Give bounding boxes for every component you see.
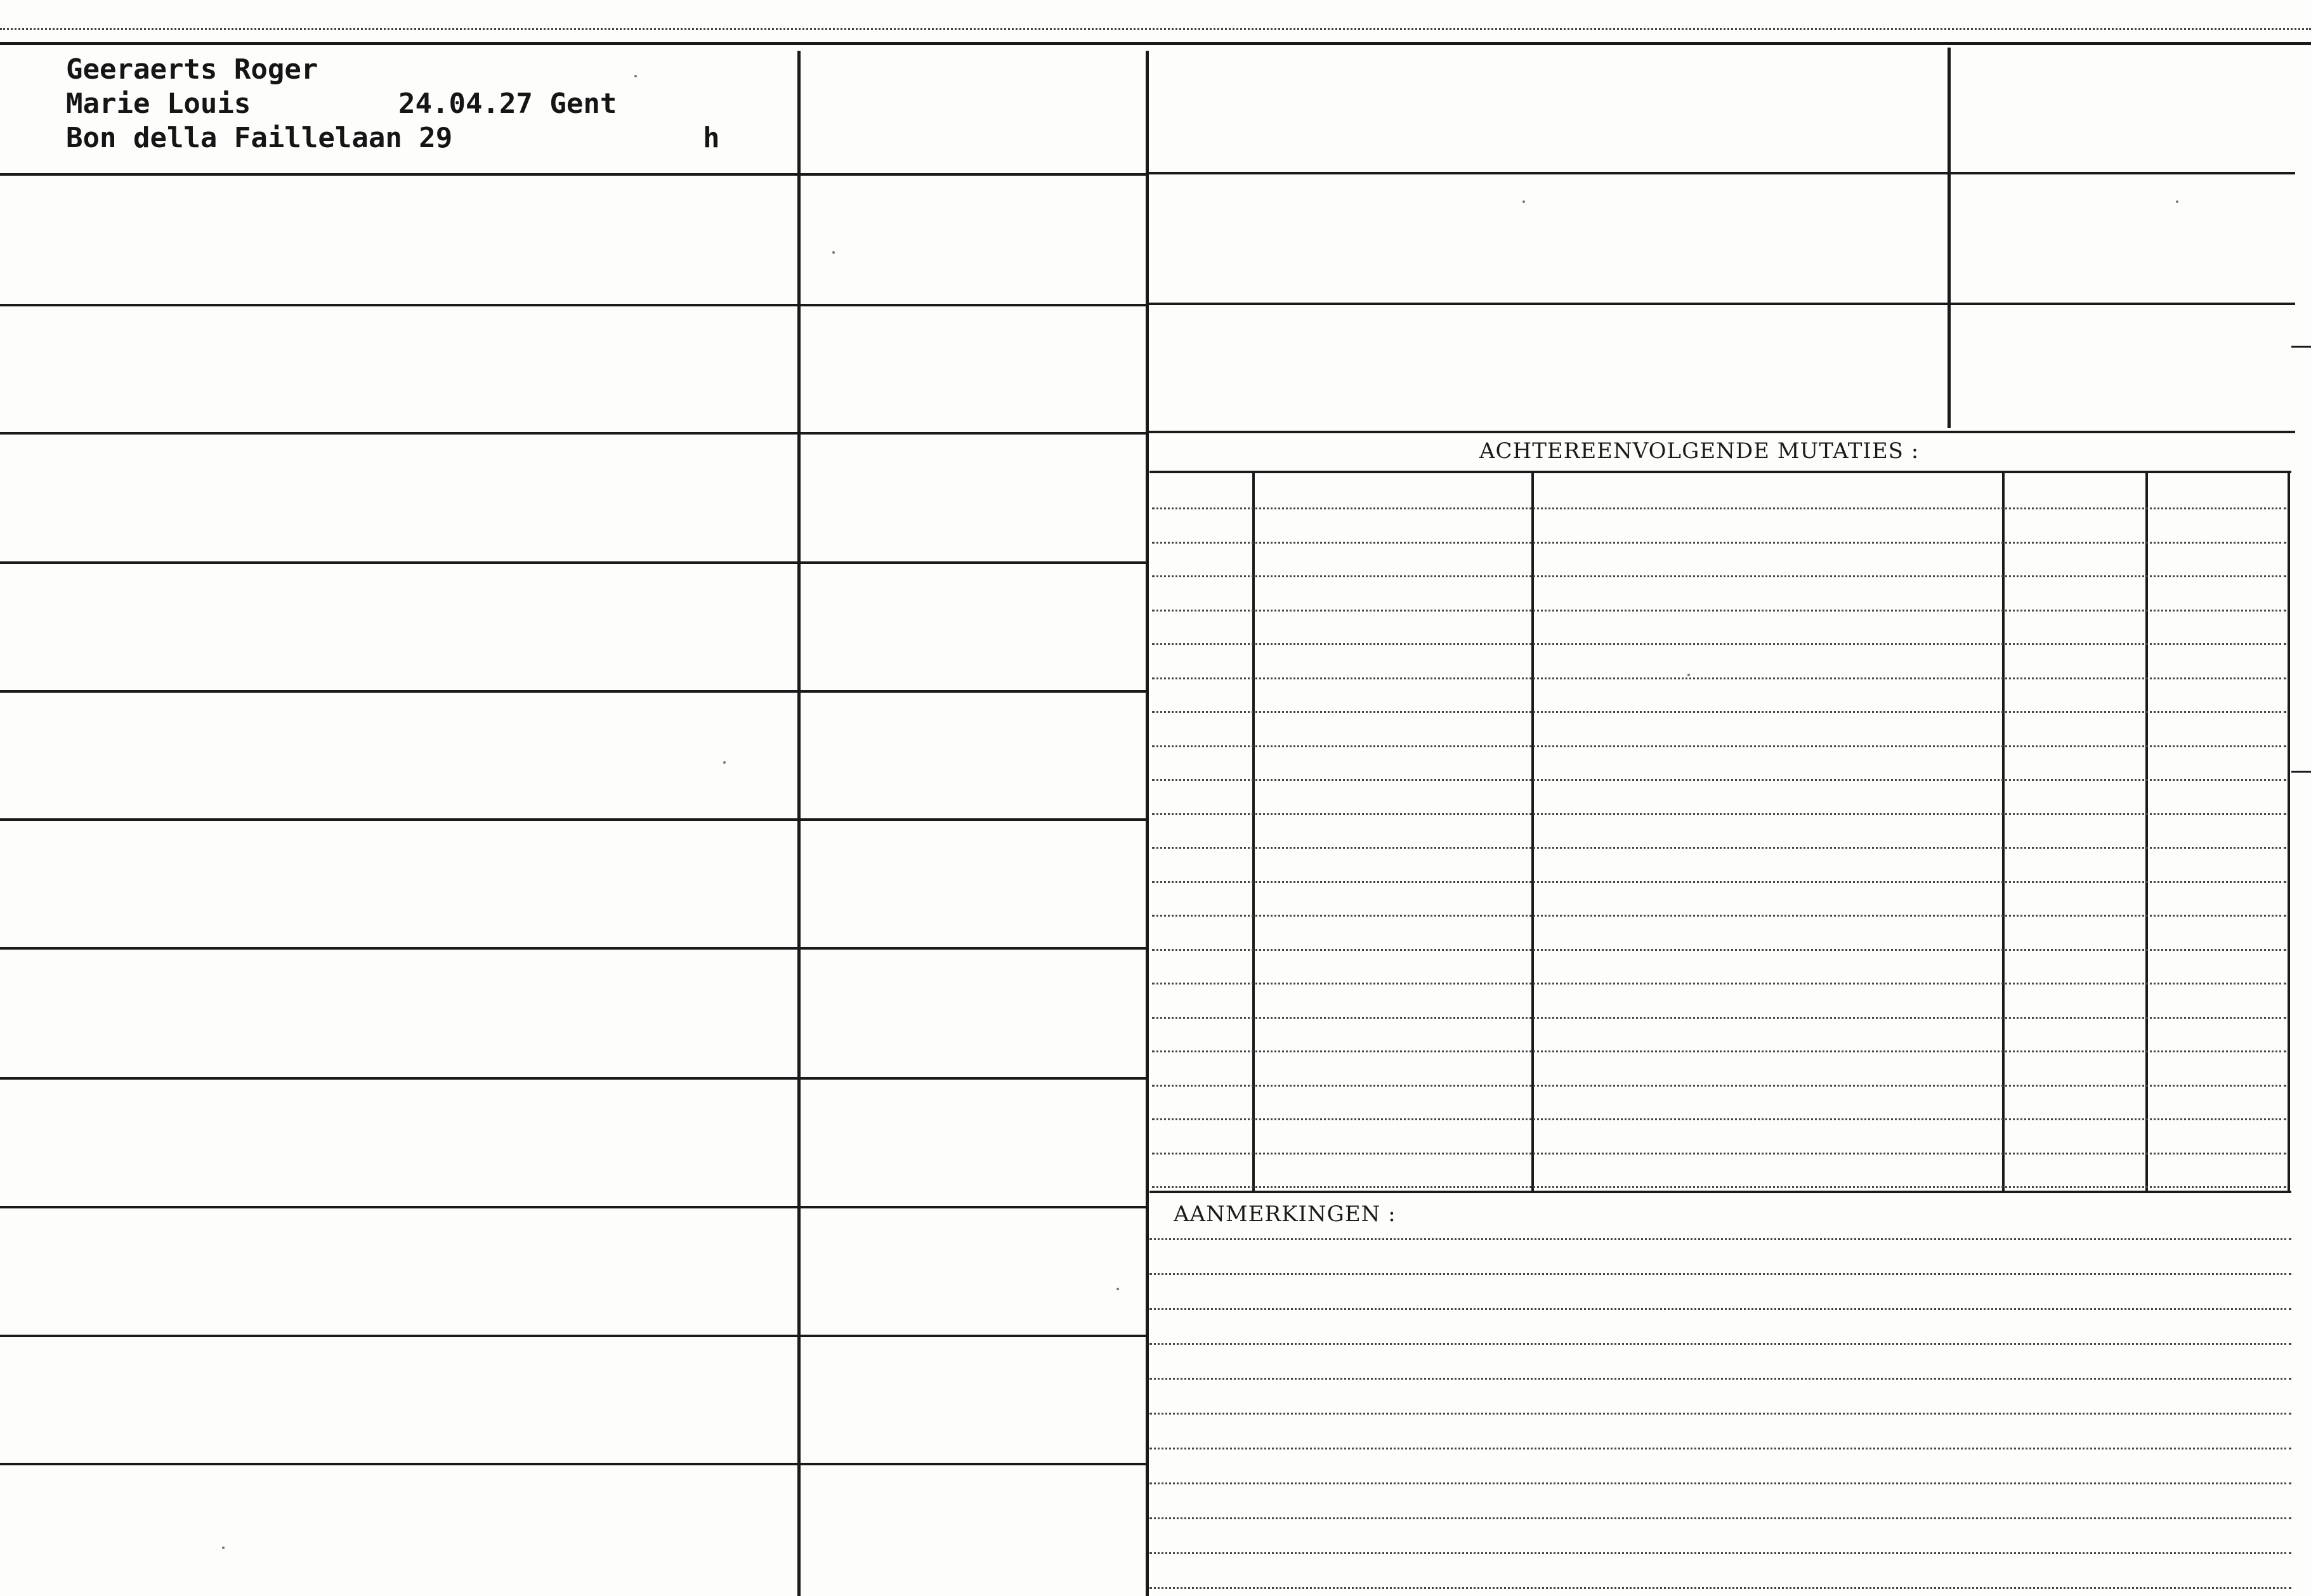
remarks-dotted-line bbox=[1149, 1378, 2291, 1380]
mutations-dotted-row bbox=[1152, 711, 2286, 713]
row-line bbox=[0, 432, 1147, 435]
remarks-dotted-line bbox=[1149, 1552, 2291, 1554]
mutations-heading: ACHTEREENVOLGENDE MUTATIES : bbox=[1479, 438, 1920, 464]
mutations-col-divider bbox=[2145, 472, 2148, 1192]
top-edge-rule bbox=[0, 42, 2311, 45]
remarks-dotted-line bbox=[1149, 1308, 2291, 1310]
remarks-dotted-line bbox=[1149, 1413, 2291, 1415]
row-line bbox=[0, 1077, 1147, 1080]
row-line bbox=[0, 1463, 1147, 1465]
mutations-dotted-row bbox=[1152, 677, 2286, 679]
remarks-dotted-line bbox=[1149, 1273, 2291, 1275]
record-surname-firstname: Geeraerts Roger bbox=[66, 53, 318, 86]
remarks-dotted-line bbox=[1149, 1238, 2291, 1240]
mutations-dotted-row bbox=[1152, 983, 2286, 984]
scan-speck bbox=[832, 251, 835, 254]
right-row-line bbox=[1147, 172, 2295, 174]
mutations-col-divider bbox=[1252, 472, 1255, 1192]
remarks-dotted-line bbox=[1149, 1482, 2291, 1484]
row-line bbox=[0, 561, 1147, 564]
mutations-dotted-row bbox=[1152, 745, 2286, 747]
mutations-dotted-row bbox=[1152, 1186, 2286, 1188]
mutations-dotted-row bbox=[1152, 1085, 2286, 1087]
middle-column-divider bbox=[1146, 51, 1149, 1596]
scan-top-edge bbox=[0, 28, 2311, 30]
row-line bbox=[0, 690, 1147, 693]
scan-speck bbox=[1687, 674, 1690, 676]
mutations-col-divider bbox=[1531, 472, 1534, 1192]
mutations-dotted-row bbox=[1152, 779, 2286, 781]
record-given-names: Marie Louis bbox=[66, 88, 251, 120]
mutations-dotted-row bbox=[1152, 610, 2286, 612]
scan-speck bbox=[1116, 1288, 1119, 1290]
mutations-dotted-row bbox=[1152, 643, 2286, 645]
mutations-col-divider bbox=[2002, 472, 2005, 1192]
mutations-dotted-row bbox=[1152, 915, 2286, 917]
record-birth-date-place: 24.04.27 Gent bbox=[398, 88, 617, 120]
row-line bbox=[0, 818, 1147, 821]
mutations-dotted-row bbox=[1152, 1153, 2286, 1154]
row-line bbox=[0, 1206, 1147, 1208]
scan-speck bbox=[1522, 200, 1525, 203]
remarks-heading: AANMERKINGEN : bbox=[1174, 1201, 1396, 1227]
mutations-dotted-row bbox=[1152, 813, 2286, 815]
scan-speck bbox=[222, 1547, 225, 1549]
scan-speck bbox=[634, 75, 637, 77]
margin-tick bbox=[2291, 346, 2311, 348]
right-row-line bbox=[1147, 303, 2295, 305]
mutations-dotted-row bbox=[1152, 542, 2286, 544]
row-line bbox=[0, 173, 1147, 176]
mutations-dotted-row bbox=[1152, 1050, 2286, 1052]
scan-speck bbox=[723, 761, 726, 764]
mutations-dotted-row bbox=[1152, 1118, 2286, 1120]
mutations-dotted-row bbox=[1152, 949, 2286, 951]
mutations-table-right bbox=[2288, 471, 2290, 1193]
remarks-dotted-line bbox=[1149, 1517, 2291, 1519]
mutations-dotted-row bbox=[1152, 881, 2286, 883]
left-column-divider bbox=[797, 51, 801, 1596]
record-mark: h bbox=[703, 122, 720, 154]
mutations-dotted-row bbox=[1152, 575, 2286, 577]
record-address: Bon della Faillelaan 29 bbox=[66, 122, 453, 154]
margin-tick bbox=[2291, 771, 2311, 773]
row-line bbox=[0, 304, 1147, 306]
mutations-dotted-row bbox=[1152, 847, 2286, 849]
right-row-line bbox=[1147, 431, 2295, 433]
remarks-dotted-line bbox=[1149, 1587, 2291, 1589]
row-line bbox=[0, 947, 1147, 950]
mutations-dotted-row bbox=[1152, 1017, 2286, 1019]
scan-speck bbox=[2176, 200, 2178, 203]
remarks-dotted-line bbox=[1149, 1343, 2291, 1345]
right-top-column-divider bbox=[1948, 48, 1951, 428]
remarks-dotted-line bbox=[1149, 1448, 2291, 1449]
mutations-table-top bbox=[1149, 471, 2291, 473]
row-line bbox=[0, 1335, 1147, 1337]
mutations-table-bottom bbox=[1149, 1191, 2291, 1193]
mutations-dotted-row bbox=[1152, 507, 2286, 509]
